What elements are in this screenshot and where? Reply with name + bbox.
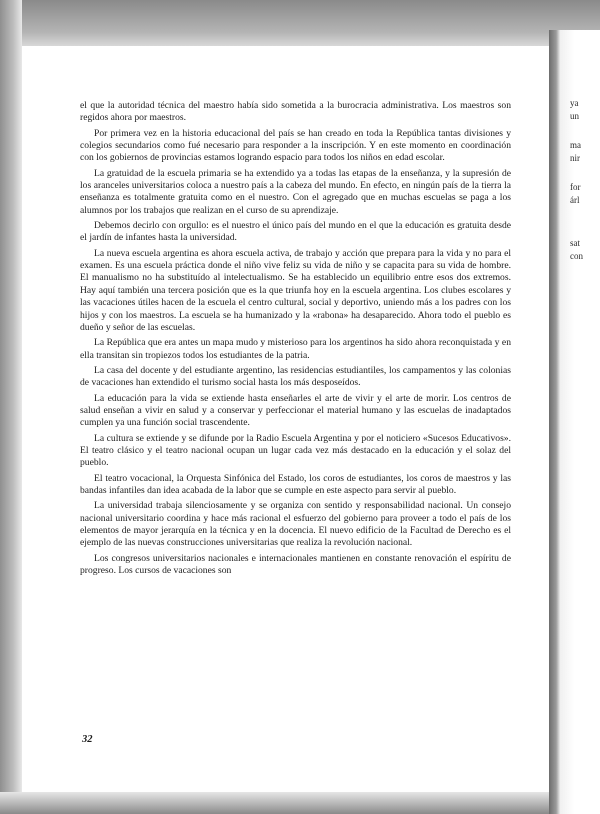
paragraph: La educación para la vida se extiende hasta enseñarles el arte de vivir y el arte de morir. Los centros de salud enseñan a vivir en salud y a conservar y perfeccionar el material humano y las escuelas de inadaptados cumplen ya una función social trascendente. [80,392,511,429]
adjacent-page-fragment: sat [570,238,580,248]
page-body [80,100,511,580]
adjacent-page-fragment: ma [570,140,581,150]
scan-shadow-left [0,0,22,814]
paragraph: Por primera vez en la historia educacional del país se han creado en toda la República tantas divisiones y colegios secundarios como fué necesario para responder a la inscripción. Y en este momento en coordinación con los gobiernos de provincias estamos logrando espacio para todos los niños en edad escolar. [80,127,511,164]
paragraph: Debemos decirlo con orgullo: es el nuestro el único país del mundo en el que la educación es gratuita desde el jardín de infantes hasta la universidad. [80,220,511,244]
scan-shadow-top [0,0,600,46]
paragraph: La universidad trabaja silenciosamente y se organiza con sentido y responsabilidad nacional. Un consejo nacional universitario coordina y hace más racional el esfuerzo del gobierno para proveer a todo el país de los elementos de mayor jerarquía en la técnica y en la docencia. El nuevo edificio de la Facultad de Derecho es el ejemplo de las nuevas construcciones universitarias que realiza la revolución nacional. [80,500,511,549]
adjacent-page-fragment: con [570,251,583,261]
adjacent-page-fragment: un [570,111,579,121]
paragraph: La cultura se extiende y se difunde por la Radio Escuela Argentina y por el noticiero «Sucesos Educativos». El teatro clásico y el teatro nacional ocupan un lugar cada vez más destacado en la educación y el solaz del pueblo. [80,432,511,469]
adjacent-page-fragment: árl [570,195,580,205]
scan-shadow-bottom [0,792,600,814]
paragraph: Los congresos universitarios nacionales e internacionales mantienen en constante renovación el espíritu de progreso. Los cursos de vacaciones son [80,552,511,577]
paragraph: el que la autoridad técnica del maestro había sido sometida a la burocracia administrativa. Los maestros son regidos ahora por maestros. [80,100,511,124]
adjacent-page-fragment: for [570,182,581,192]
paragraph: La casa del docente y del estudiante argentino, las residencias estudiantiles, los campamentos y las colonias de vacaciones han extendido el turismo social hasta los más desposeídos. [80,364,511,389]
adjacent-page-fragment: nir [570,153,580,163]
paragraph: La nueva escuela argentina es ahora escuela activa, de trabajo y acción que prepara para la vida y no para el examen. Es una escuela práctica donde el niño vive feliz su vida de niño y se capacita para su vida de hombre. El manualismo no ha substituído al intelectualismo. Se ha establecido un equilibrio entre esos dos extremos. Hay aquí también una tercera posición que es la que triunfa hoy en la escuela argentina. Los clubes escolares y las vacaciones útiles hacen de la escuela el centro cultural, social y deportivo, uniendo más a los padres con los hijos y con los maestros. La escuela se ha humanizado y la «rabona» ha desaparecido. Ahora todo el pueblo es dueño y señor de las escuelas. [80,247,511,333]
page-number: 32 [82,734,93,745]
adjacent-page-fragment: ya [570,98,579,108]
paragraph: La gratuidad de la escuela primaria se ha extendido ya a todas las etapas de la enseñanza, y la supresión de los aranceles universitarios coloca a nuestro país a la cabeza del mundo. En efecto, en ningún país de la tierra la enseñanza es totalmente gratuita como en el nuestro. Con el agregado que en muchas escuelas se paga a los alumnos por los trabajos que realizan en el curso de su aprendizaje. [80,167,511,216]
paragraph: El teatro vocacional, la Orquesta Sinfónica del Estado, los coros de estudiantes, los coros de maestros y las bandas infantiles dan idea acabada de la labor que se cumple en este aspecto para servir al pueblo. [80,472,511,496]
paragraph: La República que era antes un mapa mudo y misterioso para los argentinos ha sido ahora reconquistada y en ella transitan sin tropiezos todos los estudiantes de la patria. [80,337,511,361]
